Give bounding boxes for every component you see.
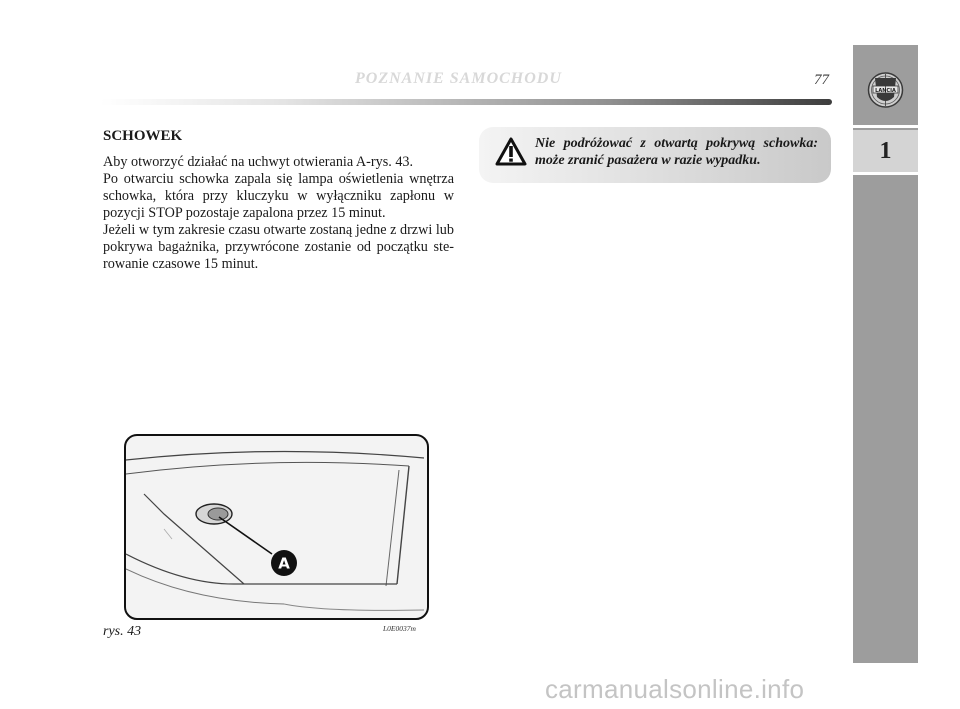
svg-text:LANCIA: LANCIA [875, 87, 896, 94]
body-paragraph: Jeżeli w tym zakresie czasu otwarte zostaną jedne z drzwi lub pokrywa bagażnika, przywrócone zostanie od początku ste-rowanie czasowe 15 minut. [103, 222, 454, 272]
body-paragraph: Aby otworzyć działać na uchwyt otwierania A-rys. 43. [103, 154, 414, 170]
sidebar-divider [853, 172, 918, 175]
warning-box [479, 127, 831, 183]
figure-code: L0E0037m [383, 624, 416, 633]
running-header-title: POZNANIE SAMOCHODU [355, 70, 562, 87]
warning-text: Nie podróżować z otwartą pokrywą schowka: może zranić pasażera w razie wypadku. [535, 136, 818, 168]
chapter-number: 1 [853, 130, 918, 172]
glovebox-figure [124, 434, 429, 620]
section-heading: SCHOWEK [103, 128, 183, 144]
watermark: carmanualsonline.info [545, 674, 805, 704]
lancia-shield-icon [853, 45, 918, 125]
glovebox-illustration [124, 434, 429, 620]
body-paragraph: Po otwarciu schowka zapala się lampa oświetlenia wnętrza schowka, która przy kluczyku w wyłączniku zapłonu w pozycji STOP pozostaje zapalona przez 15 minut. [103, 171, 454, 221]
figure-caption: rys. 43 [103, 624, 142, 639]
warning-triangle-icon [495, 137, 527, 167]
callout-label-a: A [278, 554, 290, 573]
logo-box [853, 45, 918, 125]
sidebar-divider [853, 125, 918, 128]
chapter-sidebar [853, 45, 918, 663]
header-rule [100, 99, 832, 105]
section-body [103, 154, 454, 273]
page-number: 77 [814, 72, 829, 88]
